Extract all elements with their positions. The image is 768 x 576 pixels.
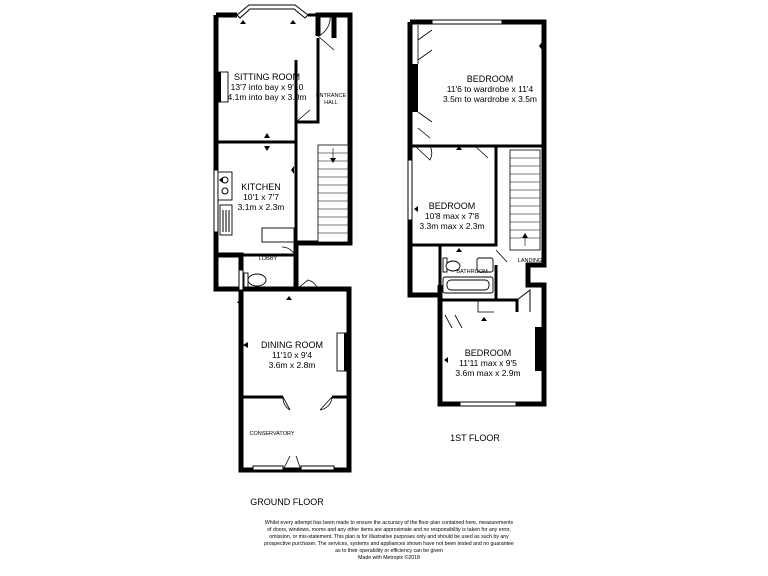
- fireplace-hearth: [218, 72, 221, 102]
- lobby-window: [239, 270, 243, 290]
- ground-floor-caption: GROUND FLOOR: [250, 497, 324, 507]
- bedroom-2-label: BEDROOM: [428, 201, 476, 211]
- disclaimer-line: of doors, windows, rooms and any other items are approximate and no responsibility is taken for any error,: [267, 527, 511, 533]
- entrance-hall-label-1: ENTRANCE: [315, 93, 347, 99]
- wardrobe: [418, 25, 432, 138]
- bedroom-2-dims-imperial: 10'8 max x 7'8: [424, 211, 480, 221]
- conservatory-window-right: [301, 466, 334, 470]
- sitting-room-label: SITTING ROOM: [234, 72, 300, 82]
- conservatory-window-left: [253, 466, 283, 470]
- landing-label: LANDING: [517, 258, 543, 264]
- bedroom-2-dims-metric: 3.3m max x 2.3m: [419, 221, 485, 231]
- bedroom-1-window: [432, 20, 502, 24]
- bathroom-fixtures: [443, 258, 493, 293]
- lobby-outer-wall: [216, 255, 241, 289]
- bay-window: [237, 5, 308, 18]
- bedroom-1-label: BEDROOM: [466, 74, 514, 84]
- first-floor-caption: 1ST FLOOR: [450, 433, 500, 443]
- disclaimer-line: omission, or mis-statement. This plan is for illustrative purposes only and should be used as such by any: [269, 534, 509, 540]
- bedroom-3-chimney: [535, 327, 544, 371]
- bedroom-2-window: [408, 160, 412, 220]
- dining-room-dims-imperial: 11'10 x 9'4: [272, 350, 312, 360]
- bedroom-3-window: [460, 402, 516, 406]
- bedroom-3-label: BEDROOM: [464, 348, 512, 358]
- kitchen-dims-metric: 3.1m x 2.3m: [237, 202, 285, 212]
- bedroom-3-dims-metric: 3.6m max x 2.9m: [455, 368, 521, 378]
- sitting-room-dims-imperial: 13'7 into bay x 9'10: [230, 82, 304, 92]
- disclaimer-line: Whilst every attempt has been made to ensure the accuracy of the floor plan contained here, measurements: [264, 520, 514, 526]
- disclaimer: [264, 520, 514, 561]
- lobby-label: LOBBY: [258, 256, 278, 262]
- disclaimer-line: prospective purchaser. The services, systems and appliances shown have not been tested and no guarantee: [264, 541, 514, 547]
- conservatory-label: CONSERVATORY: [249, 431, 295, 437]
- disclaimer-line: Made with Metropix ©2018: [358, 555, 420, 561]
- first-floor-stairs: [510, 150, 540, 250]
- dining-room-dims-metric: 3.6m x 2.8m: [268, 360, 316, 370]
- lobby-toilet: [244, 273, 266, 287]
- landing-wall: [440, 300, 517, 315]
- dining-hearth: [344, 333, 348, 371]
- ground-floor-stairs: [318, 145, 348, 242]
- entrance-hall-label-2: HALL: [324, 100, 338, 106]
- bedroom-1-dims-metric: 3.5m to wardrobe x 3.5m: [442, 94, 538, 104]
- dining-room-label: DINING ROOM: [261, 340, 323, 350]
- bedroom-1-dims-imperial: 11'6 to wardrobe x 11'4: [446, 84, 534, 94]
- bedroom-3-dims-imperial: 11'11 max x 9'5: [459, 358, 517, 368]
- bedroom-1-chimney: [410, 64, 418, 112]
- kitchen-dims-imperial: 10'1 x 7'7: [243, 192, 279, 202]
- disclaimer-line: as to their operability or efficiency can be given: [335, 548, 443, 554]
- bathroom-label: BATHROOM: [456, 269, 488, 275]
- landing-cupboard: [517, 290, 530, 312]
- kitchen-label: KITCHEN: [241, 182, 281, 192]
- sitting-room-dims-metric: 4.1m into bay x 3.0m: [227, 92, 307, 102]
- kitchen-window: [214, 170, 218, 232]
